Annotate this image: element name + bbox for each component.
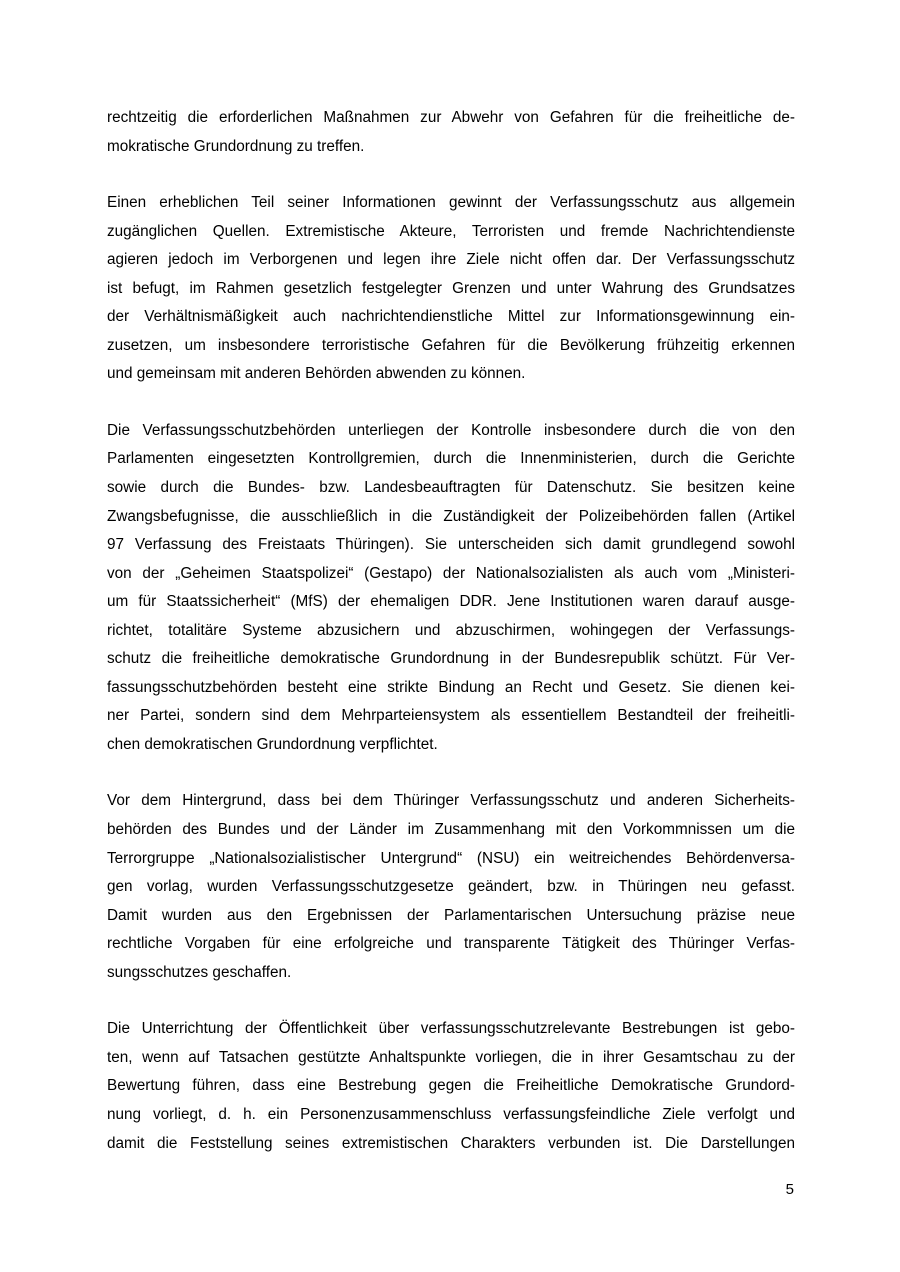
paragraph (107, 787, 795, 987)
text-line: Vor dem Hintergrund, dass bei dem Thüringer Verfassungsschutz und anderen Sicherheits- (107, 792, 795, 810)
text-line: sowie durch die Bundes- bzw. Landesbeauftragten für Datenschutz. Sie besitzen keine (107, 479, 795, 497)
text-line: Zwangsbefugnisse, die ausschließlich in die Zuständigkeit der Polizeibehörden fallen (Artikel (107, 507, 795, 525)
text-line: sungsschutzes geschaffen. (107, 963, 292, 981)
document-body (107, 104, 795, 1186)
text-line: Die Unterrichtung der Öffentlichkeit über verfassungsschutzrelevante Bestrebungen ist gebo- (107, 1020, 795, 1038)
text-line: 97 Verfassung des Freistaats Thüringen). Sie unterscheiden sich damit grundlegend sowohl (107, 536, 795, 554)
text-line: um für Staatssicherheit“ (MfS) der ehemaligen DDR. Jene Institutionen waren darauf ausge- (107, 593, 795, 611)
text-line: ner Partei, sondern sind dem Mehrparteiensystem als essentiellem Bestandteil der freiheitli- (107, 707, 795, 725)
text-line: Terrorgruppe „Nationalsozialistischer Untergrund“ (NSU) ein weitreichendes Behördenversa- (107, 849, 795, 867)
text-line: richtet, totalitäre Systeme abzusichern und abzuschirmen, wohingegen der Verfassungs- (107, 621, 795, 639)
text-line: zugänglichen Quellen. Extremistische Akteure, Terroristen und fremde Nachrichtendienste (107, 222, 795, 240)
paragraph (107, 1015, 795, 1158)
text-line: gen vorlag, wurden Verfassungsschutzgesetze geändert, bzw. in Thüringen neu gefasst. (107, 878, 795, 896)
text-line: rechtliche Vorgaben für eine erfolgreiche und transparente Tätigkeit des Thüringer Verfas- (107, 935, 795, 953)
text-line: rechtzeitig die erforderlichen Maßnahmen zur Abwehr von Gefahren für die freiheitliche de- (107, 109, 795, 126)
text-line: fassungsschutzbehörden besteht eine strikte Bindung an Recht und Gesetz. Sie dienen kei- (107, 678, 795, 696)
text-line: Parlamenten eingesetzten Kontrollgremien, durch die Innenministerien, durch die Gerichte (107, 450, 795, 468)
text-line: nung vorliegt, d. h. ein Personenzusammenschluss verfassungsfeindliche Ziele verfolgt und (107, 1105, 795, 1123)
text-line: mokratische Grundordnung zu treffen. (107, 137, 365, 155)
text-line: zusetzen, um insbesondere terroristische Gefahren für die Bevölkerung frühzeitig erkennen (107, 336, 795, 354)
paragraph (107, 104, 795, 161)
text-line: ist befugt, im Rahmen gesetzlich festgelegter Grenzen und unter Wahrung des Grundsatzes (107, 279, 795, 297)
text-line: Einen erheblichen Teil seiner Informationen gewinnt der Verfassungsschutz aus allgemein (107, 194, 795, 212)
text-line: der Verhältnismäßigkeit auch nachrichtendienstliche Mittel zur Informationsgewinnung ein- (107, 308, 795, 326)
text-line: Damit wurden aus den Ergebnissen der Parlamentarischen Untersuchung präzise neue (107, 906, 795, 924)
text-line: und gemeinsam mit anderen Behörden abwenden zu können. (107, 365, 526, 383)
paragraph (107, 417, 795, 760)
text-line: ten, wenn auf Tatsachen gestützte Anhaltspunkte vorliegen, die in ihrer Gesamtschau zu der (107, 1048, 795, 1066)
page-number: 5 (785, 1181, 794, 1198)
text-line: schutz die freiheitliche demokratische Grundordnung in der Bundesrepublik schützt. Für Ver- (107, 650, 795, 668)
text-line: damit die Feststellung seines extremistischen Charakters verbunden ist. Die Darstellungen (107, 1134, 795, 1152)
text-line: chen demokratischen Grundordnung verpflichtet. (107, 735, 438, 753)
text-line: Die Verfassungsschutzbehörden unterliegen der Kontrolle insbesondere durch die von den (107, 421, 795, 439)
paragraph (107, 189, 795, 389)
text-line: von der „Geheimen Staatspolizei“ (Gestapo) der Nationalsozialisten als auch vom „Ministeri- (107, 564, 795, 582)
text-line: Bewertung führen, dass eine Bestrebung gegen die Freiheitliche Demokratische Grundord- (107, 1077, 795, 1095)
text-line: behörden des Bundes und der Länder im Zusammenhang mit den Vorkommnissen um die (107, 821, 795, 839)
text-line: agieren jedoch im Verborgenen und legen ihre Ziele nicht offen dar. Der Verfassungsschutz (107, 251, 795, 269)
